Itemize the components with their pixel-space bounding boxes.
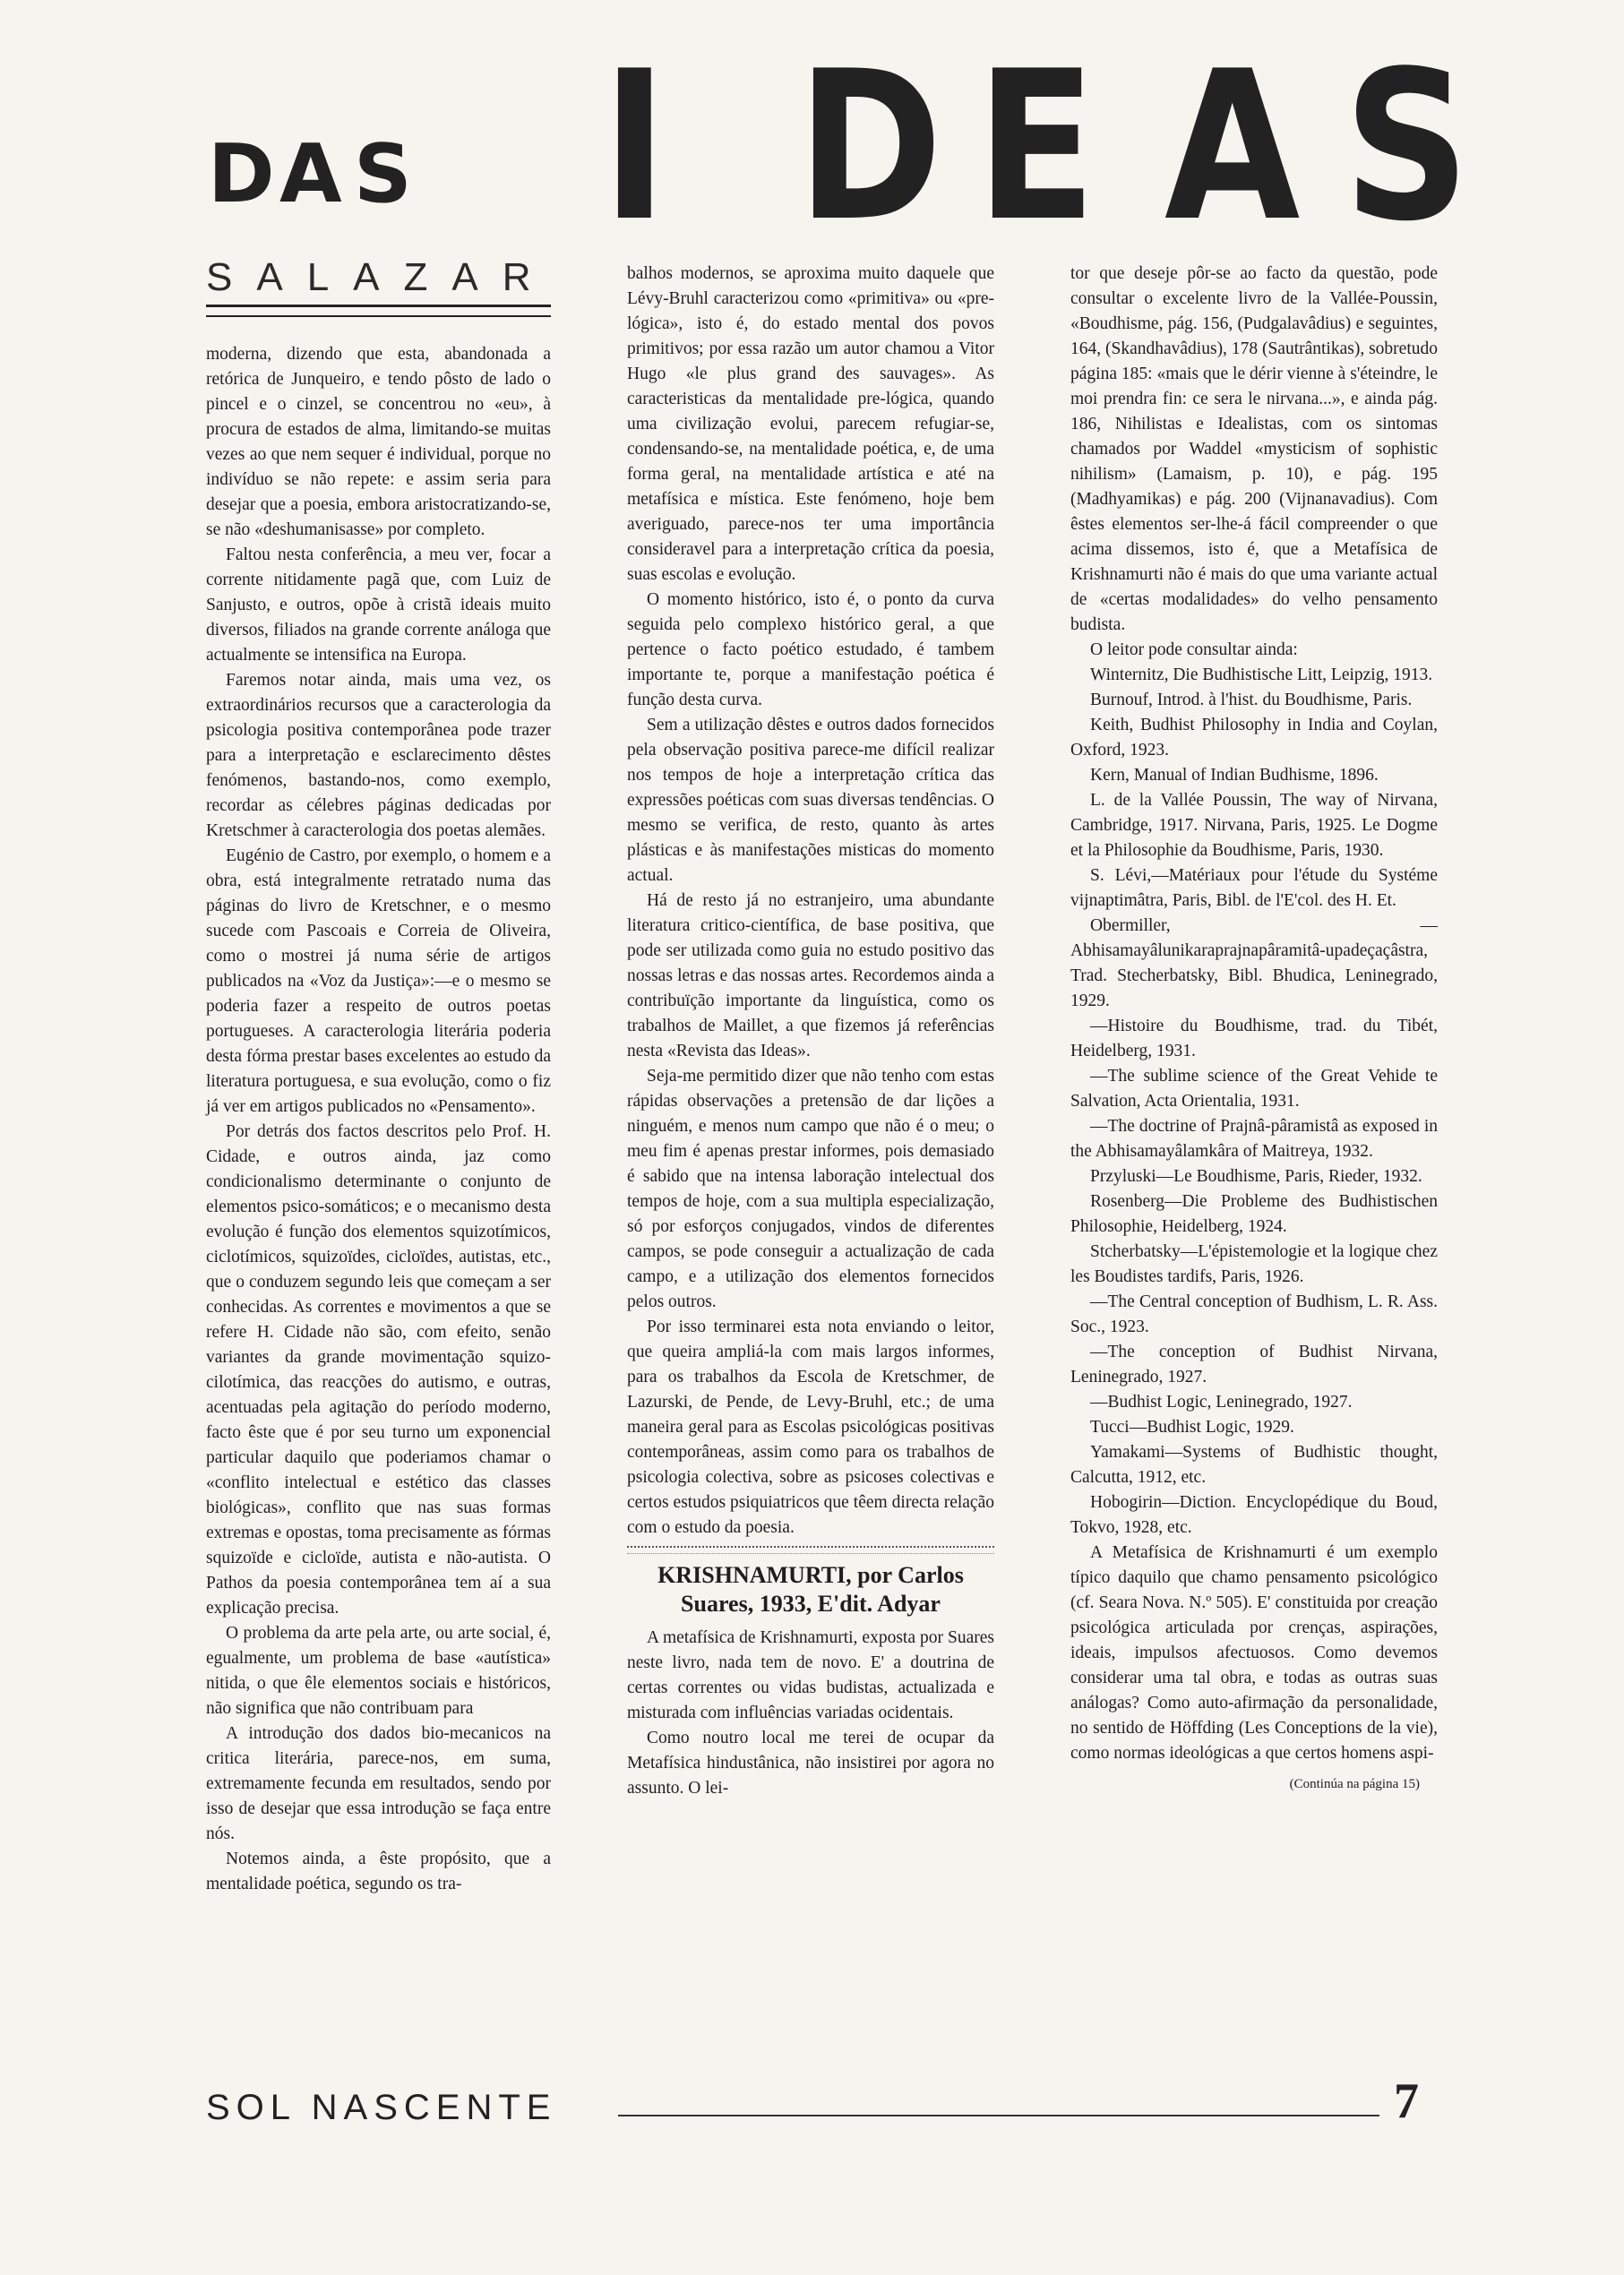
col2-paragraph: Por isso terminarei esta nota enviando o leitor, que queira ampliá-la com mais largos informes, para os trabalhos da Escola de Kretschmer, de Lazurski, de Pende, de Levy-Bruhl, etc.; de uma maneira geral para as Escolas psicológicas positivas contemporâneas, assim como para os trabalhos de psicologia colectiva, sobre as psicoses colectivas e certos estudos psiquiatricos que têem directa relação com o estudo da poesia. [627,1318,994,1537]
masthead-letter-a: A [1164,28,1301,267]
author-header-rule [206,305,551,317]
masthead-das-s: S [354,127,412,221]
masthead [0,0,1624,267]
masthead-letter-e: E [976,28,1096,267]
author-header: SALAZAR [206,255,555,299]
column-2 [627,262,994,1801]
reference-item: —Budhist Logic, Leninegrado, 1927. [1090,1393,1353,1412]
col1-paragraph: A introdução dos dados bio-mecanicos na critica literária, parece-nos, em suma, extremamente fecunda em resultados, sendo por isso de desejar que essa introdução se faça entre nós. [206,1724,551,1843]
reference-item: —The conception of Budhist Nirvana, Leninegrado, 1927. [1070,1343,1438,1386]
col3-paragraph: tor que deseje pôr-se ao facto da questão, pode consultar o excelente livro de la Vallée-Poussin, «Boudhisme, pág. 156, (Pudgalavâdius) e seguintes, 164, (Skandhavâdius), 178 (Sautrântikas), sobretudo página 185: «mais que le dérir vienne à s'éteindre, le moi prendra fin: ce sera le nirvana...», e ainda pág. 186, Nihilistas e Idealistas, com os sintomas chamados por Waddel «mysticism of sophistic nihilism» (Lamaism, p. 10), e pág. 195 (Madhyamikas) e pág. 200 (Vijnanavadius). Com êstes elementos ser-lhe-á fácil compreender o que acima dissemos, isto é, que a Metafísica de Krishnamurti não é mais do que uma variante actual de «certas modalidades» do velho pensamento budista. [1070,264,1438,634]
col1-paragraph: Eugénio de Castro, por exemplo, o homem e a obra, está integralmente retratado numa das páginas do livro de Kretschner, e o mesmo sucede com Pascoais e Correia de Oliveira, como o mostrei já numa série de artigos publicados na «Voz da Justiça»:—e o mesmo se poderia fazer a respeito de outros poetas portugueses. A caracterologia literária poderia desta fórma prestar bases excelentes ao estudo da literatura portuguesa, e sua evolução, como o fiz já ver em artigos publicados no «Pensamento». [206,846,551,1116]
continued-note: (Continúa na página 15) [1289,1777,1420,1791]
reference-item: —The Central conception of Budhism, L. R. Ass. Soc., 1923. [1070,1292,1438,1336]
masthead-letter-d: D [797,28,943,267]
reference-item: L. de la Vallée Poussin, The way of Nirvana, Cambridge, 1917. Nirvana, Paris, 1925. Le Dogme et la Philosophie da Boudhisme, Paris, 1930. [1070,791,1438,860]
col2-paragraph: Há de resto já no estranjeiro, uma abundante literatura critico-científica, de base positiva, que pode ser utilizada como guia no estudo positivo das nossas letras e das nossas artes. Recordemos ainda a contribuïção importante da linguística, como os trabalhos de Maillet, a que fizemos já referências nesta «Revista das Ideas». [627,891,994,1060]
reference-item: Rosenberg—Die Probleme des Budhistischen Philosophie, Heidelberg, 1924. [1070,1192,1438,1236]
col1-paragraph: Por detrás dos factos descritos pelo Prof. H. Cidade, e outros ainda, jaz como condicionalismo determinante o conjunto de elementos psico-somáticos; e o mecanismo desta evolução é função dos elementos squizotímicos, ciclotímicos, squizoïdes, cicloïdes, autistas, etc., que o conduzem segundo leis que começam a ser conhecidas. As correntes e movimentos a que se refere H. Cidade não são, com efeito, senão variantes da grande movimentação squizo-cilotímica, das reacções do autismo, e outras, acentuadas pela agitação do período moderno, facto êste que é por seu turno um exponencial particular daquilo que poderiamos chamar o «conflito intelectual e estético das classes biológicas», conflito que nas suas formas extremas e opostas, toma precisamente as fórmas squizoïde e cicloïde, autista e não-autista. O Pathos da poesia contemporânea tem aí a sua explicação precisa. [206,1122,551,1618]
reference-item: Kern, Manual of Indian Budhisme, 1896. [1090,766,1379,785]
reference-item: Stcherbatsky—L'épistemologie et la logique chez les Boudistes tardifs, Paris, 1926. [1070,1242,1438,1286]
reference-item: Tucci—Budhist Logic, 1929. [1090,1418,1294,1437]
col3-paragraph: A Metafísica de Krishnamurti é um exemplo típico daquilo que chamo pensamento psicológico (cf. Seara Nova. N.º 505). E' constituida por creação psicológica articulada por crenças, aspirações, ideais, impulsos afectuosos. Como devemos considerar uma tal obra, e todas as outras suas análogas? Como auto-afirmação da personalidade, no sentido de Höffding (Les Conceptions de la vie), como normas ideológicas a que certos homens aspi- [1070,1543,1438,1763]
footer-rule [618,2115,1379,2116]
masthead-letter-s: S [1344,28,1470,267]
reference-item: —The doctrine of Prajnâ-pâramistâ as exposed in the Abhisamayâlamkâra of Maitreya, 1932. [1070,1117,1438,1161]
reference-item: Przyluski—Le Boudhisme, Paris, Rieder, 1932. [1090,1167,1422,1186]
reference-item: Hobogirin—Diction. Encyclopédique du Boud, Tokvo, 1928, etc. [1070,1493,1438,1537]
reference-item: Obermiller, — Abhisamayâlunikaraprajnapâramitâ-upadeçaçâstra, Trad. Stecherbatsky, Bibl. Bhudica, Leninegrado, 1929. [1070,916,1438,1010]
masthead-das-d: D [208,127,275,221]
col2-paragraph: balhos modernos, se aproxima muito daquele que Lévy-Bruhl caracterizou como «primitiva» ou «pre-lógica», isto é, do estado mental dos povos primitivos; por essa razão um autor chamou a Vitor Hugo «le plus grand des sauvages». As caracteristicas da mentalidade pre-lógica, quando uma civilização evolui, parecem refugiar-se, condensando-se, na mentalidade poética, e, de uma forma geral, na mentalidade artística e até na metafísica e mística. Este fenómeno, hoje bem averiguado, parece-nos ter uma importância consideravel para a interpretação crítica da poesia, suas escolas e evolução. [627,264,994,584]
col1-paragraph: Faltou nesta conferência, a meu ver, focar a corrente nitidamente pagã que, com Luiz de Sanjusto, e outros, opõe à cristã ideais muito diversos, filiados na grande corrente análoga que actualmente se intensifica na Europa. [206,545,551,665]
column-1 [206,342,551,1897]
masthead-letter-i: I [602,28,667,267]
reference-item: —The sublime science of the Great Vehide te Salvation, Acta Orientalia, 1931. [1070,1067,1438,1111]
col1-paragraph: Notemos ainda, a êste propósito, que a mentalidade poética, segundo os tra- [206,1850,551,1893]
review-paragraph: Como noutro local me terei de ocupar da Metafísica hindustânica, não insistirei por agora no assunto. O lei- [627,1729,994,1798]
col2-paragraph: O momento histórico, isto é, o ponto da curva seguida pelo complexo histórico geral, a que pertence o facto poético estudado, é tambem importante te, porque a manifestação poética é função desta curva. [627,590,994,709]
review-divider [627,1546,994,1554]
review-paragraph: A metafísica de Krishnamurti, exposta por Suares neste livro, nada tem de novo. E' a doutrina de certas correntes ou vidas budistas, actualizada e misturada com influências variadas ocidentais. [627,1628,994,1722]
reference-item: Winternitz, Die Budhistische Litt, Leipzig, 1913. [1090,665,1433,684]
col3-paragraph: O leitor pode consultar ainda: [1090,640,1298,659]
reference-item: Burnouf, Introd. à l'hist. du Boudhisme, Paris. [1090,691,1413,709]
reference-item: Keith, Budhist Philosophy in India and Coylan, Oxford, 1923. [1070,716,1438,760]
magazine-title: SOL NASCENTE [206,2088,557,2127]
masthead-das-a: A [279,127,342,221]
reference-item: Yamakami—Systems of Budhistic thought, Calcutta, 1912, etc. [1070,1443,1438,1487]
column-3 [1070,262,1438,1797]
col1-paragraph: O problema da arte pela arte, ou arte social, é, egualmente, um problema de base «autística» nitida, o que êle elementos sociais e históricos, não significa que não contribuam para [206,1624,551,1718]
col1-paragraph: Faremos notar ainda, mais uma vez, os extraordinários recursos que a caracterologia da psicologia positiva contemporânea pode trazer para a interpretação e esclarecimento dêstes fenómenos, bastando-nos, como exemplo, recordar as célebres páginas dedicadas por Kretschmer à caracterologia dos poetas alemães. [206,671,551,840]
review-title: KRISHNAMURTI, por Carlos Suares, 1933, E'dit. Adyar [657,1562,964,1617]
col2-paragraph: Sem a utilização dêstes e outros dados fornecidos pela observação positiva parece-me difícil realizar nos tempos de hoje a interpretação crítica das expressões poéticas com suas diversas tendências. O mesmo se verifica, de resto, quanto às artes plásticas e às manifestações misticas do momento actual. [627,716,994,885]
col1-paragraph: moderna, dizendo que esta, abandonada a retórica de Junqueiro, e tendo pôsto de lado o pincel e o cinzel, se concentrou no «eu», à procura de estados de alma, limitando-se muitas vezes ao que nem sequer é individual, porque no indivíduo se não repete: e assim seria para desejar que a poesia, embora aristocratizando-se, se não «deshumanisasse» por completo. [206,345,551,539]
reference-item: S. Lévi,—Matériaux pour l'étude du Systéme vijnaptimâtra, Paris, Bibl. de l'E'col. des H. Et. [1070,866,1438,910]
reference-item: —Histoire du Boudhisme, trad. du Tibét, Heidelberg, 1931. [1070,1017,1438,1060]
col2-paragraph: Seja-me permitido dizer que não tenho com estas rápidas observações a pretensão de dar lições a ninguém, e menos num campo que não é o meu; o meu fim é apenas prestar informes, pois demasiado é sabido que na intensa laboração intelectual dos tempos de hoje, com a sua multipla especialização, só por esforços conjugados, vindos de diferentes campos, se pode conseguir a actualização de cada campo, e a utilização dos elementos fornecidos pelos outros. [627,1067,994,1311]
page-number: 7 [1394,2073,1419,2129]
